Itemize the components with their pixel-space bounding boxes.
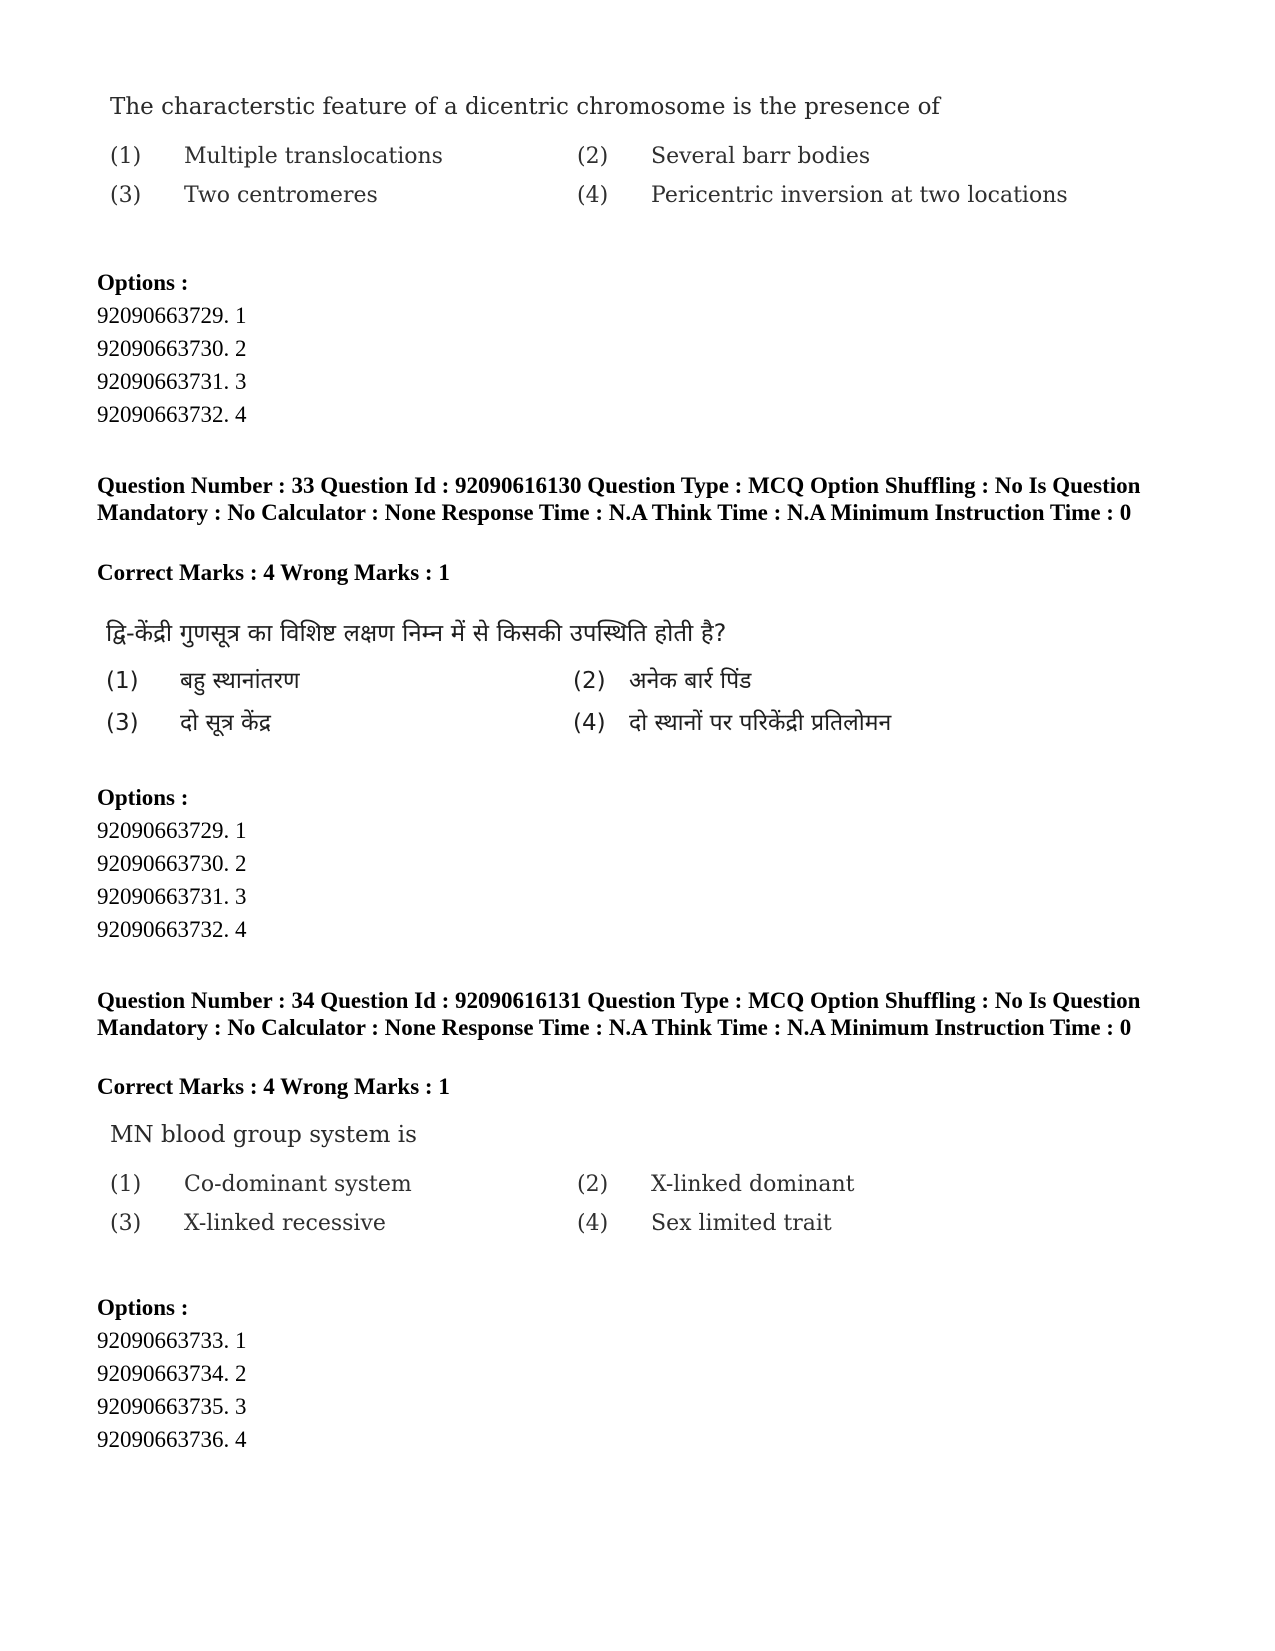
choice-grid (110, 142, 1130, 211)
choice-label: X-linked recessive (184, 1211, 386, 1236)
options-list (97, 1324, 247, 1456)
question-text: MN blood group system is (110, 1122, 417, 1148)
option-id-line: 92090663735. 3 (97, 1394, 247, 1419)
choice-number: (2) (577, 1172, 609, 1197)
option-id-line: 92090663729. 1 (97, 818, 247, 843)
choice-label: दो स्थानों पर परिकेंद्री प्रतिलोमन (629, 710, 892, 736)
choice-item (577, 181, 1130, 211)
choice-grid (106, 666, 1126, 738)
question-image-block (110, 1120, 1130, 1239)
option-id-line: 92090663731. 3 (97, 369, 247, 394)
choice-number: (4) (573, 710, 606, 736)
choice-number: (2) (577, 144, 609, 169)
choice-item (110, 181, 577, 211)
option-id-line: 92090663730. 2 (97, 336, 247, 361)
choice-number: (1) (106, 668, 139, 694)
choice-item (110, 142, 577, 172)
choice-label: बहु स्थानांतरण (180, 668, 300, 694)
choice-number: (3) (106, 710, 139, 736)
option-id-line: 92090663732. 4 (97, 402, 247, 427)
option-id-line: 92090663733. 1 (97, 1328, 247, 1353)
choice-item (110, 1170, 577, 1200)
options-section (97, 266, 247, 431)
question-meta: Question Number : 34 Question Id : 92090616131 Question Type : MCQ Option Shuffling : No Is Question Mandatory : No Calculator : None Response Time : N.A Think Time : N.A Minimum Instruction Time : 0 (97, 988, 1141, 1040)
choice-grid (110, 1170, 1130, 1239)
choice-item (110, 1209, 577, 1239)
options-heading: Options : (97, 785, 189, 810)
question-text: The characterstic feature of a dicentric chromosome is the presence of (110, 94, 940, 120)
option-id-line: 92090663736. 4 (97, 1427, 247, 1452)
choice-number: (3) (110, 1211, 142, 1236)
choice-label: दो सूत्र केंद्र (180, 710, 271, 736)
choice-number: (2) (573, 668, 606, 694)
options-list (97, 299, 247, 431)
choice-label: Sex limited trait (651, 1211, 832, 1236)
choice-label: Two centromeres (184, 183, 378, 208)
question-meta: Question Number : 33 Question Id : 92090616130 Question Type : MCQ Option Shuffling : No Is Question Mandatory : No Calculator : None Response Time : N.A Think Time : N.A Minimum Instruction Time : 0 (97, 473, 1141, 525)
choice-number: (3) (110, 183, 142, 208)
question-image-block (106, 618, 1126, 738)
choice-item (577, 1170, 1130, 1200)
choice-number: (4) (577, 183, 609, 208)
choice-item (573, 708, 1126, 738)
option-id-line: 92090663730. 2 (97, 851, 247, 876)
choice-number: (4) (577, 1211, 609, 1236)
choice-label: Pericentric inversion at two locations (651, 183, 1068, 208)
options-section (97, 1291, 247, 1456)
choice-item (106, 708, 573, 738)
choice-number: (1) (110, 144, 142, 169)
option-id-line: 92090663732. 4 (97, 917, 247, 942)
option-id-line: 92090663729. 1 (97, 303, 247, 328)
marks-line: Correct Marks : 4 Wrong Marks : 1 (97, 560, 450, 585)
option-id-line: 92090663734. 2 (97, 1361, 247, 1386)
option-id-line: 92090663731. 3 (97, 884, 247, 909)
options-heading: Options : (97, 1295, 189, 1320)
choice-label: X-linked dominant (651, 1172, 855, 1197)
choice-number: (1) (110, 1172, 142, 1197)
choice-label: Several barr bodies (651, 144, 871, 169)
choice-item (573, 666, 1126, 696)
choice-label: अनेक बार्र पिंड (629, 668, 752, 694)
options-list (97, 814, 247, 946)
options-section (97, 781, 247, 946)
question-image-block (110, 92, 1130, 211)
choice-label: Co-dominant system (184, 1172, 412, 1197)
choice-item (106, 666, 573, 696)
question-text: द्वि-केंद्री गुणसूत्र का विशिष्ट लक्षण निम्न में से किसकी उपस्थिति होती है? (106, 619, 727, 647)
choice-item (577, 142, 1130, 172)
choice-label: Multiple translocations (184, 144, 443, 169)
choice-item (577, 1209, 1130, 1239)
marks-line: Correct Marks : 4 Wrong Marks : 1 (97, 1074, 450, 1099)
options-heading: Options : (97, 270, 189, 295)
